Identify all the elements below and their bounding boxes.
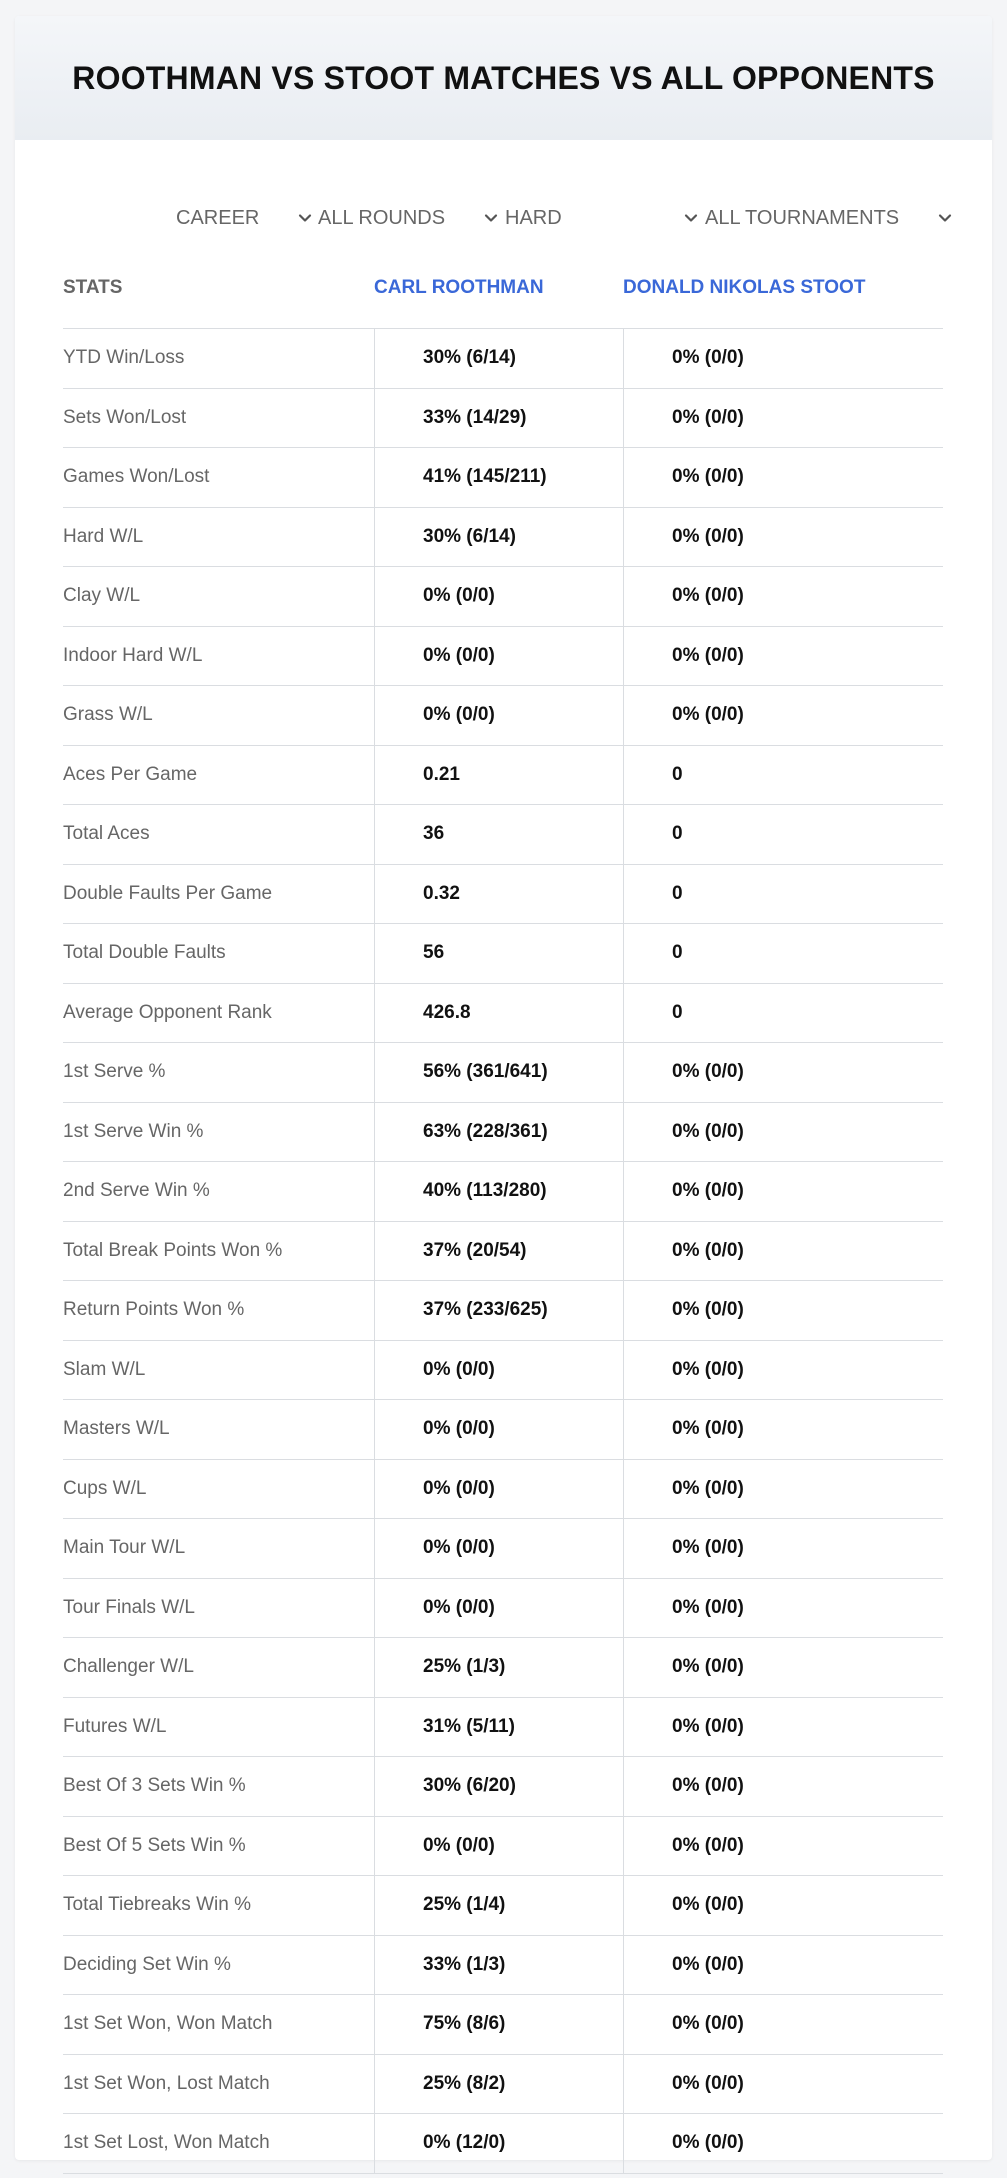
player2-value: 0% (0/0) [623, 1281, 943, 1340]
table-row [63, 686, 943, 746]
player2-value: 0% (0/0) [623, 686, 943, 745]
player2-value: 0% (0/0) [623, 567, 943, 626]
player2-value: 0 [623, 924, 943, 983]
player2-value: 0% (0/0) [623, 2055, 943, 2114]
player1-value: 0% (0/0) [374, 567, 622, 626]
player2-value: 0% (0/0) [623, 1222, 943, 1281]
player1-value: 75% (8/6) [374, 1995, 622, 2054]
table-row [63, 924, 943, 984]
player2-value: 0% (0/0) [623, 1876, 943, 1935]
stat-label: Total Tiebreaks Win % [63, 1894, 251, 1915]
stat-label: 1st Serve % [63, 1061, 166, 1082]
stat-label: Masters W/L [63, 1418, 170, 1439]
table-row [63, 1817, 943, 1877]
player2-value: 0% (0/0) [623, 1162, 943, 1221]
table-row [63, 1876, 943, 1936]
player2-value: 0% (0/0) [623, 448, 943, 507]
rounds-select[interactable] [318, 188, 498, 248]
stat-label: Deciding Set Win % [63, 1953, 231, 1975]
player1-value: 63% (228/361) [374, 1103, 622, 1162]
stat-label: Return Points Won % [63, 1299, 245, 1320]
table-row [63, 2114, 943, 2174]
player1-value: 33% (1/3) [374, 1936, 622, 1995]
table-row [63, 1698, 943, 1758]
player1-value: 56% (361/641) [374, 1043, 622, 1102]
chevron-down-icon [938, 211, 952, 225]
stat-label: Best Of 5 Sets Win % [63, 1834, 246, 1856]
stat-label: 1st Set Won, Lost Match [63, 2072, 270, 2094]
player2-value: 0 [623, 746, 943, 805]
stat-label: Double Faults Per Game [63, 882, 273, 904]
player2-value: 0% (0/0) [623, 1103, 943, 1162]
player1-value: 0% (0/0) [374, 686, 622, 745]
stat-label: 1st Serve Win % [63, 1120, 204, 1142]
stat-label: 1st Set Lost, Won Match [63, 2132, 270, 2153]
player2-value: 0% (0/0) [623, 1460, 943, 1519]
stat-label: YTD Win/Loss [63, 347, 185, 368]
stat-label: Futures W/L [63, 1715, 167, 1737]
stat-label: Hard W/L [63, 525, 144, 547]
stat-label: Main Tour W/L [63, 1537, 186, 1558]
stat-label: 1st Set Won, Won Match [63, 2013, 273, 2034]
player1-value: 0% (0/0) [374, 1817, 622, 1876]
page-header [15, 16, 992, 140]
table-row [63, 448, 943, 508]
player1-value: 30% (6/14) [374, 508, 622, 567]
stat-label: 2nd Serve Win % [63, 1180, 210, 1201]
table-row [63, 1995, 943, 2055]
player2-value: 0% (0/0) [623, 1579, 943, 1638]
stat-label: Sets Won/Lost [63, 406, 187, 428]
player2-value: 0% (0/0) [623, 1757, 943, 1816]
player2-value: 0% (0/0) [623, 1936, 943, 1995]
table-row [63, 746, 943, 806]
table-row [63, 1103, 943, 1163]
table-row [63, 1638, 943, 1698]
rounds-select-value: ALL ROUNDS [318, 206, 446, 229]
tournaments-select[interactable] [705, 188, 952, 248]
player1-link[interactable]: CARL ROOTHMAN [374, 277, 544, 298]
player1-value: 0% (0/0) [374, 1460, 622, 1519]
player2-value: 0 [623, 984, 943, 1043]
table-row [63, 1400, 943, 1460]
stat-label: Slam W/L [63, 1358, 146, 1380]
chevron-down-icon [298, 211, 312, 225]
player2-value: 0% (0/0) [623, 1817, 943, 1876]
table-row [63, 1281, 943, 1341]
player2-value: 0% (0/0) [623, 627, 943, 686]
player1-value: 0% (12/0) [374, 2114, 622, 2173]
player1-value: 0% (0/0) [374, 1519, 622, 1578]
stat-label: Cups W/L [63, 1477, 147, 1499]
table-row [63, 1162, 943, 1222]
player1-value: 41% (145/211) [374, 448, 622, 507]
stat-label: Clay W/L [63, 585, 141, 606]
player2-value: 0% (0/0) [623, 1341, 943, 1400]
player1-value: 36 [374, 805, 622, 864]
stat-label: Aces Per Game [63, 763, 198, 785]
table-header [63, 248, 943, 329]
player2-value: 0% (0/0) [623, 1043, 943, 1102]
stat-label: Best Of 3 Sets Win % [63, 1775, 246, 1796]
player1-value: 0.32 [374, 865, 622, 924]
player1-value: 25% (1/4) [374, 1876, 622, 1935]
player2-value: 0% (0/0) [623, 1995, 943, 2054]
player2-value: 0% (0/0) [623, 1698, 943, 1757]
player1-value: 0.21 [374, 746, 622, 805]
player1-value: 33% (14/29) [374, 389, 622, 448]
player1-value: 56 [374, 924, 622, 983]
player2-value: 0% (0/0) [623, 508, 943, 567]
period-select[interactable] [176, 188, 312, 248]
player2-link[interactable]: DONALD NIKOLAS STOOT [623, 277, 866, 298]
player2-value: 0% (0/0) [623, 1519, 943, 1578]
surface-select-value: HARD [505, 206, 562, 229]
player2-value: 0% (0/0) [623, 2114, 943, 2173]
stat-label: Total Double Faults [63, 942, 226, 963]
chevron-down-icon [484, 211, 498, 225]
stat-label: Total Aces [63, 823, 150, 844]
table-row [63, 1043, 943, 1103]
table-row [63, 508, 943, 568]
table-row [63, 1936, 943, 1996]
table-row [63, 984, 943, 1044]
table-row [63, 1341, 943, 1401]
player2-value: 0 [623, 865, 943, 924]
table-row [63, 2055, 943, 2115]
player2-value: 0 [623, 805, 943, 864]
table-row [63, 389, 943, 449]
tournaments-select-value: ALL TOURNAMENTS [705, 206, 900, 229]
stat-label: Indoor Hard W/L [63, 644, 203, 666]
stats-table [63, 248, 943, 2174]
player1-value: 426.8 [374, 984, 622, 1043]
stat-label: Average Opponent Rank [63, 1001, 272, 1023]
stat-label: Tour Finals W/L [63, 1596, 195, 1618]
player1-value: 40% (113/280) [374, 1162, 622, 1221]
player1-value: 30% (6/20) [374, 1757, 622, 1816]
stat-label: Total Break Points Won % [63, 1239, 283, 1261]
table-row [63, 1579, 943, 1639]
stats-card [15, 16, 992, 2160]
player2-value: 0% (0/0) [623, 1638, 943, 1697]
table-row [63, 627, 943, 687]
player2-value: 0% (0/0) [623, 1400, 943, 1459]
filter-bar [15, 188, 992, 248]
player1-value: 0% (0/0) [374, 1579, 622, 1638]
table-body [63, 329, 943, 2174]
table-row [63, 1519, 943, 1579]
table-row [63, 1222, 943, 1282]
table-row [63, 865, 943, 925]
page-title: ROOTHMAN VS STOOT MATCHES VS ALL OPPONENTS [72, 59, 935, 96]
player1-value: 25% (8/2) [374, 2055, 622, 2114]
player2-value: 0% (0/0) [623, 329, 943, 388]
chevron-down-icon [684, 211, 698, 225]
table-row [63, 1757, 943, 1817]
table-row [63, 805, 943, 865]
player1-value: 30% (6/14) [374, 329, 622, 388]
stat-label: Games Won/Lost [63, 466, 210, 487]
player2-value: 0% (0/0) [623, 389, 943, 448]
surface-select[interactable] [505, 188, 698, 248]
period-select-value: CAREER [176, 206, 260, 229]
table-row [63, 567, 943, 627]
stat-label: Grass W/L [63, 704, 153, 725]
stat-label: Challenger W/L [63, 1656, 194, 1677]
table-row [63, 329, 943, 389]
player1-value: 37% (233/625) [374, 1281, 622, 1340]
table-row [63, 1460, 943, 1520]
player1-value: 0% (0/0) [374, 627, 622, 686]
player1-value: 25% (1/3) [374, 1638, 622, 1697]
player1-value: 37% (20/54) [374, 1222, 622, 1281]
player1-value: 0% (0/0) [374, 1400, 622, 1459]
player1-value: 31% (5/11) [374, 1698, 622, 1757]
stats-column-header: STATS [63, 277, 123, 298]
player1-value: 0% (0/0) [374, 1341, 622, 1400]
